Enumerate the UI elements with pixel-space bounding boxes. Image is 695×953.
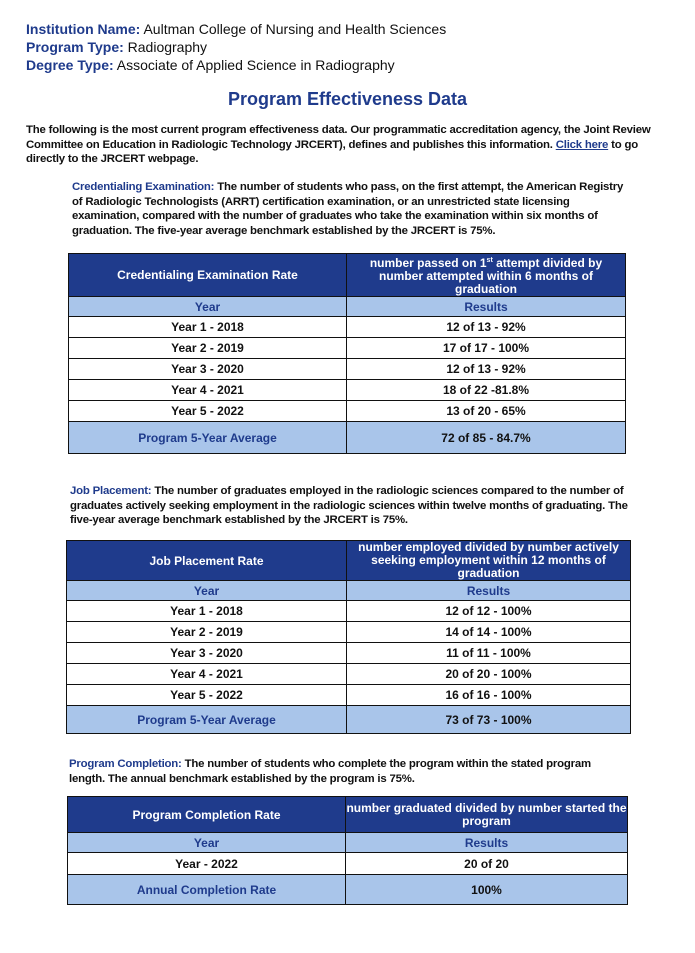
col-results: Results [346, 833, 628, 853]
job-text: The number of graduates employed in the radiologic sciences compared to the number of graduates actively seeking employment in the radiologic sciences within twelve months of graduating. The five-year average benchmark established by the JRCERT is 75%. [70, 485, 628, 526]
program-line [26, 38, 207, 56]
row-year: Year 2 - 2019 [69, 338, 347, 359]
table-row [69, 317, 626, 338]
row-result: 11 of 11 - 100% [347, 643, 631, 664]
table-head-left: Credentialing Examination Rate [69, 254, 347, 297]
institution-value: Aultman College of Nursing and Health Sciences [143, 21, 447, 37]
row-year: Year - 2022 [68, 853, 346, 875]
credentialing-table [68, 253, 626, 454]
table-row [69, 338, 626, 359]
completion-table [67, 796, 628, 905]
credentialing-keyword: Credentialing Examination: [72, 181, 215, 193]
row-result: 14 of 14 - 100% [347, 622, 631, 643]
row-result: 16 of 16 - 100% [347, 685, 631, 706]
table-row [69, 401, 626, 422]
program-label: Program Type: [26, 39, 124, 55]
table-row [67, 601, 631, 622]
table-head-right: number graduated divided by number started the program [346, 797, 628, 833]
credentialing-paragraph [72, 180, 632, 238]
table-head-left: Program Completion Rate [68, 797, 346, 833]
col-year: Year [68, 833, 346, 853]
table-head-right: number passed on 1st attempt divided by number attempted within 6 months of graduation [347, 254, 626, 297]
col-results: Results [347, 581, 631, 601]
degree-label: Degree Type: [26, 57, 114, 73]
table-head-left: Job Placement Rate [67, 541, 347, 581]
row-result: 12 of 13 - 92% [347, 317, 626, 338]
col-results: Results [347, 297, 626, 317]
row-result: 18 of 22 -81.8% [347, 380, 626, 401]
row-year: Year 3 - 2020 [69, 359, 347, 380]
job-table [66, 540, 631, 734]
average-label: Program 5-Year Average [69, 422, 347, 454]
table-row [67, 643, 631, 664]
average-label: Program 5-Year Average [67, 706, 347, 734]
table-row [67, 622, 631, 643]
table-row [67, 664, 631, 685]
institution-line [26, 20, 446, 38]
col-year: Year [67, 581, 347, 601]
row-year: Year 1 - 2018 [67, 601, 347, 622]
row-year: Year 2 - 2019 [67, 622, 347, 643]
row-year: Year 1 - 2018 [69, 317, 347, 338]
table-row [69, 380, 626, 401]
average-label: Annual Completion Rate [68, 875, 346, 905]
degree-value: Associate of Applied Science in Radiography [116, 57, 395, 73]
completion-text: The number of students who complete the program within the stated program length. The annual benchmark established by the program is 75%. [69, 758, 591, 785]
table-row [68, 853, 628, 875]
row-year: Year 4 - 2021 [69, 380, 347, 401]
row-year: Year 4 - 2021 [67, 664, 347, 685]
average-value: 100% [346, 875, 628, 905]
row-year: Year 5 - 2022 [69, 401, 347, 422]
intro-paragraph [26, 123, 666, 167]
row-result: 20 of 20 - 100% [347, 664, 631, 685]
program-value: Radiography [127, 39, 208, 55]
table-row [67, 685, 631, 706]
row-result: 17 of 17 - 100% [347, 338, 626, 359]
row-result: 20 of 20 [346, 853, 628, 875]
institution-label: Institution Name: [26, 21, 141, 37]
row-result: 13 of 20 - 65% [347, 401, 626, 422]
intro-text: The following is the most current program effectiveness data. Our programmatic accreditation agency, the Joint Review Committee on Education in Radiologic Technology JRCERT), defines and publishes this information. [26, 124, 651, 151]
row-year: Year 3 - 2020 [67, 643, 347, 664]
row-result: 12 of 12 - 100% [347, 601, 631, 622]
jrcert-link[interactable]: Click here [555, 138, 609, 151]
table-row [69, 359, 626, 380]
credentialing-text: The number of students who pass, on the first attempt, the American Registry of Radiologic Technologists (ARRT) certification examination, or an unrestricted state licensing examination, compared with the number of graduates who take the examination within six months of graduation. The five-year average benchmark established by the JRCERT is 75%. [72, 181, 624, 237]
average-value: 73 of 73 - 100% [347, 706, 631, 734]
completion-keyword: Program Completion: [69, 758, 182, 770]
col-year: Year [69, 297, 347, 317]
job-paragraph [70, 484, 630, 528]
average-value: 72 of 85 - 84.7% [347, 422, 626, 454]
page-title: Program Effectiveness Data [227, 89, 468, 109]
row-result: 12 of 13 - 92% [347, 359, 626, 380]
row-year: Year 5 - 2022 [67, 685, 347, 706]
degree-line [26, 56, 395, 74]
intro-text-after: to go directly to the JRCERT webpage. [26, 138, 638, 165]
completion-paragraph [69, 757, 629, 786]
job-keyword: Job Placement: [70, 485, 152, 497]
table-head-right: number employed divided by number actively seeking employment within 12 months of graduation [347, 541, 631, 581]
